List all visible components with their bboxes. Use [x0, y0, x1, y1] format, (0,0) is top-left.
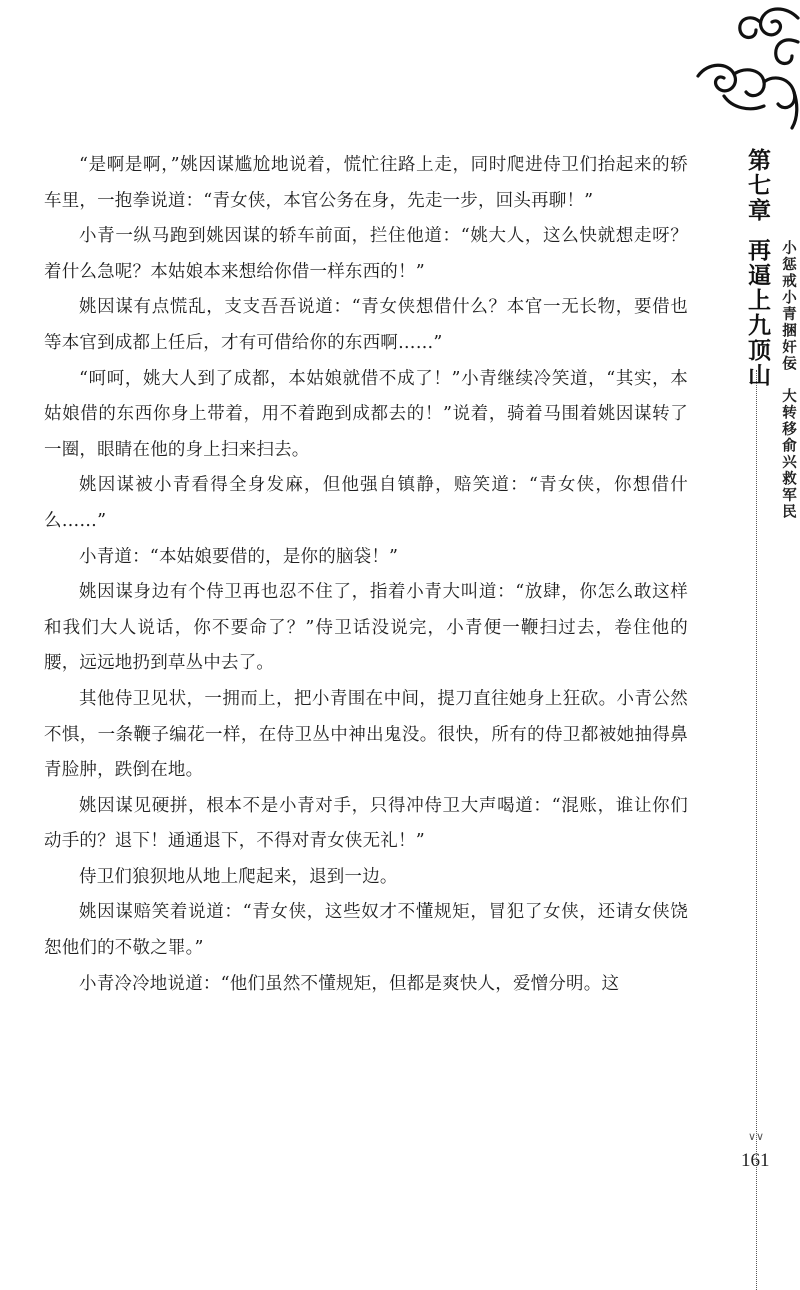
paragraph: 小青冷冷地说道：“他们虽然不懂规矩，但都是爽快人，爱憎分明。这 — [79, 973, 620, 994]
page-marker-icon: ∨∨ — [748, 1130, 765, 1143]
chapter-subtitle-2: 大转移俞兴救军民 — [780, 388, 797, 520]
chapter-title: 再逼上九顶山 — [744, 238, 771, 388]
paragraph: 姚因谋有点慌乱，支支吾吾说道：“青女侠想借什么？本官一无长物，要借也等本官到成都上任后，才有可借给你的东西啊……” — [44, 297, 688, 353]
paragraph: 姚因谋见硬拼，根本不是小青对手，只得冲侍卫大声喝道：“混账，谁让你们动手的？退下！通通退下，不得对青女侠无礼！” — [44, 795, 688, 852]
paragraph: 姚因谋被小青看得全身发麻，但他强自镇静，赔笑道：“青女侠，你想借什么……” — [44, 475, 688, 531]
paragraph: “呵呵，姚大人到了成都，本姑娘就借不成了！”小青继续冷笑道，“其实，本姑娘借的东西你身上带着，用不着跑到成都去的！”说着，骑着马围着姚因谋转了一圈，眼睛在他的身上扫来扫去。 — [44, 368, 688, 460]
body-text — [44, 148, 688, 1002]
paragraph: 姚因谋身边有个侍卫再也忍不住了，指着小青大叫道：“放肆，你怎么敢这样和我们大人说话，你不要命了？”侍卫话没说完，小青便一鞭扫过去，卷住他的腰，远远地扔到草丛中去了。 — [44, 582, 688, 674]
chapter-sidebar — [740, 148, 796, 1148]
page-number: 161 — [741, 1150, 770, 1171]
chapter-number: 第七章 — [744, 148, 771, 223]
paragraph: “是啊是啊，”姚因谋尴尬地说着，慌忙往路上走，同时爬进侍卫们抬起来的轿车里，一抱拳说道：“青女侠，本官公务在身，先走一步，回头再聊！” — [44, 155, 688, 211]
paragraph: 姚因谋赔笑着说道：“青女侠，这些奴才不懂规矩，冒犯了女侠，还请女侠饶恕他们的不敬之罪。” — [44, 902, 688, 959]
paragraph: 侍卫们狼狈地从地上爬起来，退到一边。 — [79, 866, 398, 887]
cloud-ornament-icon — [694, 0, 800, 130]
paragraph: 其他侍卫见状，一拥而上，把小青围在中间，提刀直往她身上狂砍。小青公然不惧，一条鞭子编花一样，在侍卫丛中神出鬼没。很快，所有的侍卫都被她抽得鼻青脸肿，跌倒在地。 — [44, 688, 688, 781]
chapter-subtitle-1: 小惩戒小青捆奸佞 — [780, 240, 797, 372]
paragraph: 小青一纵马跑到姚因谋的轿车前面，拦住他道：“姚大人，这么快就想走呀？着什么急呢？本姑娘本来想给你借一样东西的！” — [44, 226, 688, 282]
paragraph: 小青道：“本姑娘要借的，是你的脑袋！” — [79, 546, 399, 567]
